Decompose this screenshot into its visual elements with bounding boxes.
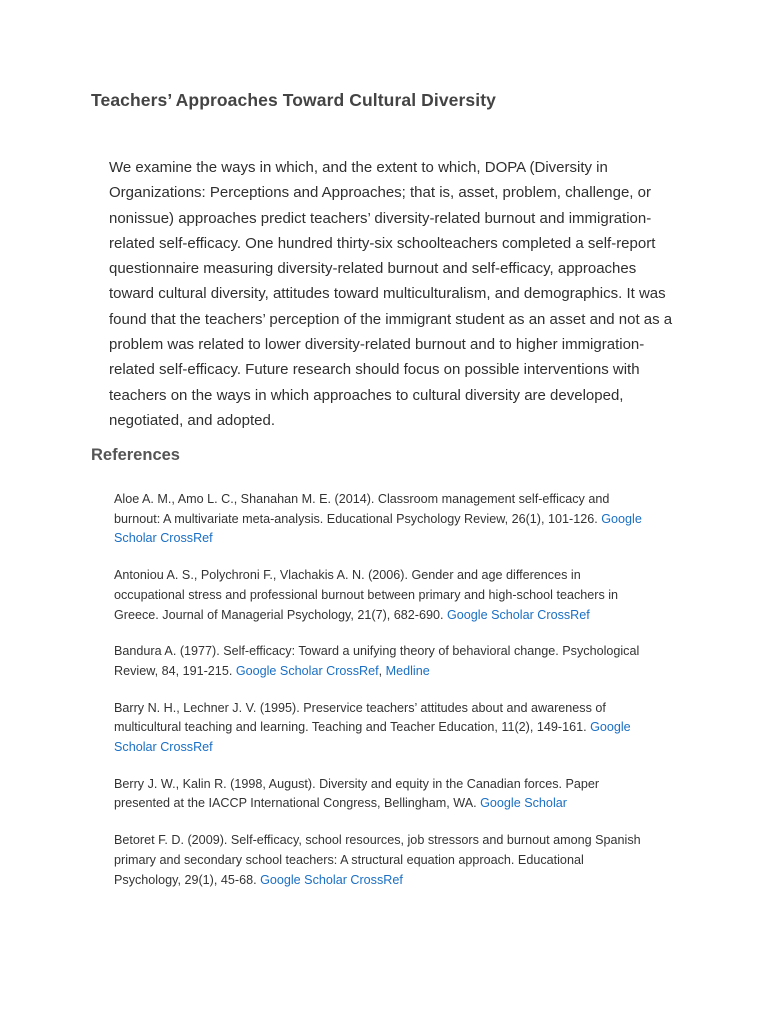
reference-line [114, 794, 694, 814]
reference-text: Aloe A. M., Amo L. C., Shanahan M. E. (2014). Classroom management self-efficacy and [114, 492, 610, 506]
link-separator: , [378, 663, 386, 678]
google-scholar-crossref-link[interactable]: Google Scholar CrossRef [235, 663, 379, 678]
reference-text: Antoniou A. S., Polychroni F., Vlachakis A. N. (2006). Gender and age differences in [114, 568, 581, 583]
reference-text: primary and secondary school teachers: A structural equation approach. Educational [114, 852, 584, 867]
abstract-line: problem was related to lower diversity-related burnout and to higher immigration- [109, 336, 645, 354]
abstract-line: toward cultural diversity, attitudes toward multiculturalism, and demographics. It was [109, 285, 666, 303]
abstract-line: nonissue) approaches predict teachers’ diversity-related burnout and immigration- [109, 209, 652, 227]
reference-line [114, 871, 694, 891]
abstract-line: negotiated, and adopted. [109, 411, 275, 429]
reference-text: Barry N. H., Lechner J. V. (1995). Preservice teachers’ attitudes about and awareness of [114, 700, 606, 715]
medline-link[interactable]: Medline [385, 663, 430, 678]
abstract-line: We examine the ways in which, and the extent to which, DOPA (Diversity in [109, 159, 608, 176]
references-heading: References [91, 446, 180, 464]
document-title: Teachers’ Approaches Toward Cultural Diversity [91, 90, 496, 110]
google-scholar-crossref-link[interactable]: Google Scholar CrossRef [260, 872, 403, 887]
reference-line [114, 718, 694, 738]
reference-line [114, 662, 694, 682]
reference-text: Berry J. W., Kalin R. (1998, August). Diversity and equity in the Canadian forces. Paper [114, 776, 600, 791]
reference-text: presented at the IACCP International Congress, Bellingham, WA. [114, 796, 481, 811]
reference-item-bandura [114, 642, 694, 681]
abstract-line: related self-efficacy. One hundred thirty-six schoolteachers completed a self-report [109, 234, 656, 252]
reference-line [114, 738, 694, 758]
reference-text: Psychology, 29(1), 45-68. [114, 872, 261, 887]
reference-line [114, 510, 694, 530]
abstract-line: found that the teachers’ perception of the immigrant student as an asset and not as a [109, 310, 673, 328]
reference-text: Betoret F. D. (2009). Self-efficacy, school resources, job stressors and burnout among Spanish [114, 833, 641, 848]
abstract-line: questionnaire measuring diversity-related burnout and self-efficacy, approaches [109, 260, 637, 278]
google-scholar-link[interactable]: Google Scholar [480, 796, 567, 811]
abstract-line: related self-efficacy. Future research should focus on possible interventions with [109, 361, 640, 379]
scholar-crossref-link[interactable]: Scholar CrossRef [114, 531, 213, 546]
abstract-line: Organizations: Perceptions and Approaches; that is, asset, problem, challenge, or [109, 184, 651, 202]
reference-item-barry [114, 699, 694, 758]
abstract-line: teachers on the ways in which approaches to cultural diversity are developed, [109, 386, 624, 404]
reference-text: Review, 84, 191-215. [114, 663, 236, 678]
google-scholar-crossref-link[interactable]: Google Scholar CrossRef [446, 607, 590, 622]
google-scholar-link[interactable]: Google [590, 720, 631, 735]
google-scholar-link[interactable]: Google [601, 511, 642, 526]
abstract-paragraph [109, 155, 689, 433]
reference-item-antoniou [114, 566, 694, 625]
references-list [114, 490, 694, 907]
scholar-crossref-link[interactable]: Scholar CrossRef [114, 740, 213, 755]
reference-text: Greece. Journal of Managerial Psychology, 21(7), 682-690. [114, 607, 447, 622]
reference-text: Bandura A. (1977). Self-efficacy: Toward a unifying theory of behavioral change. Psychological [114, 644, 640, 659]
reference-text: multicultural teaching and learning. Teaching and Teacher Education, 11(2), 149-161. [114, 720, 591, 735]
reference-line [114, 606, 694, 626]
reference-item-aloe [114, 490, 694, 549]
reference-text: occupational stress and professional burnout between primary and high-school teachers in [114, 587, 619, 602]
reference-item-betoret [114, 831, 694, 890]
reference-text: burnout: A multivariate meta-analysis. Educational Psychology Review, 26(1), 101-126. [114, 511, 602, 526]
reference-line [114, 529, 694, 549]
reference-item-berry [114, 775, 694, 814]
